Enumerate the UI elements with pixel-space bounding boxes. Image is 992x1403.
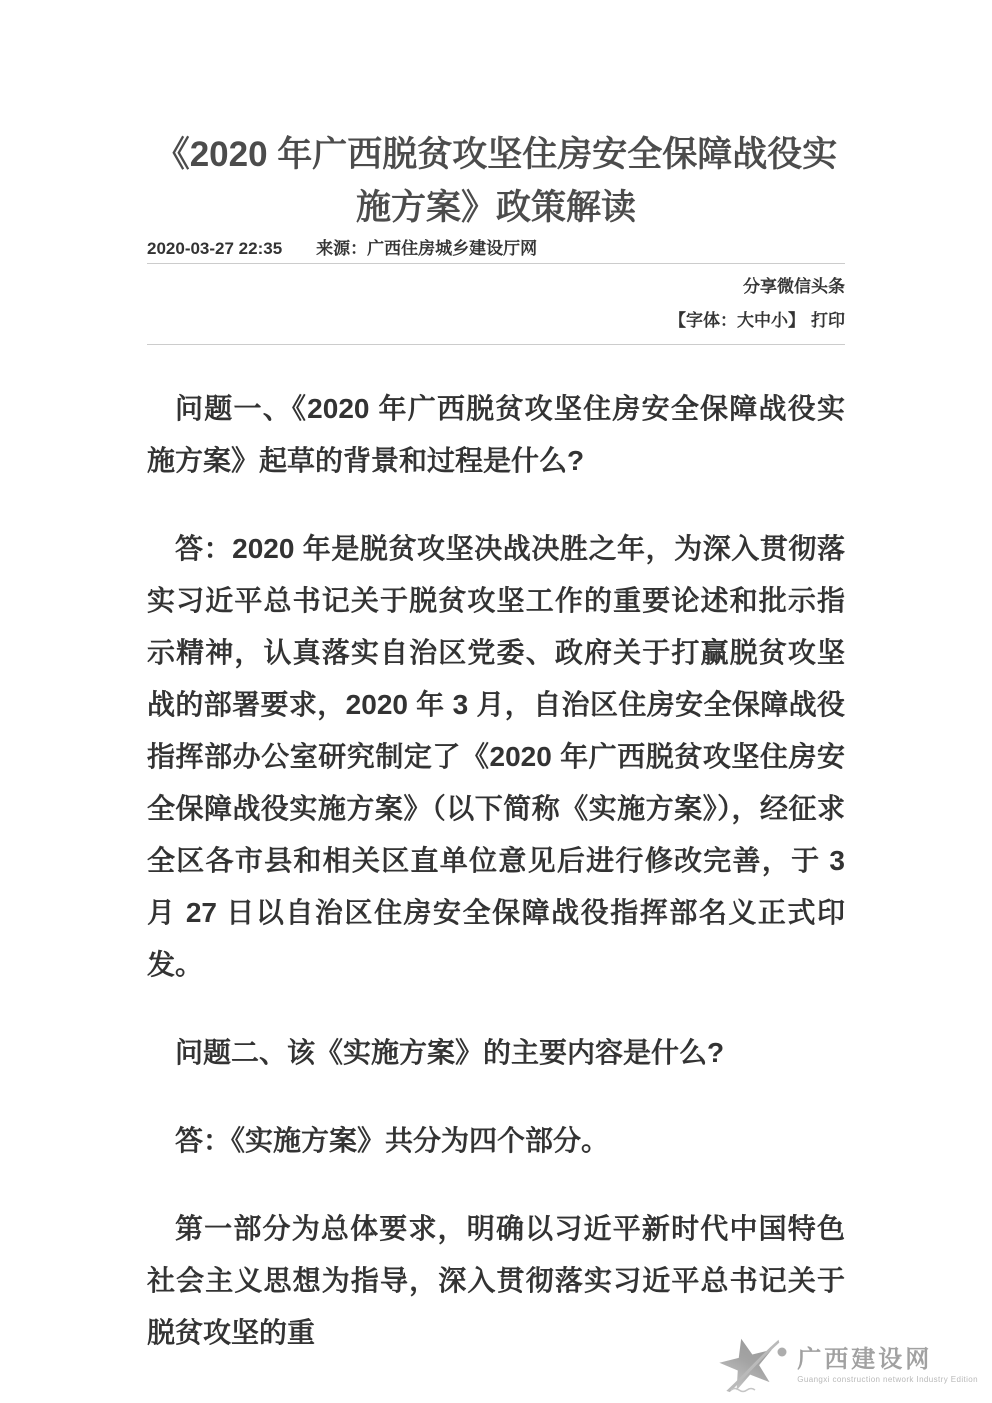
article-paragraph-answer-2: 答：《实施方案》共分为四个部分。	[175, 1125, 610, 1156]
font-size-widget	[147, 302, 845, 340]
print-button[interactable]: 打印	[811, 311, 845, 330]
article-paragraph-answer-1: 答：2020 年是脱贫攻坚决战决胜之年，为深入贯彻落实习近平总书记关于脱贫攻坚工作的重要论述和批示指示精神，认真落实自治区党委、政府关于打赢脱贫攻坚战的部署要求，2020 年 3 月，自治区住房安全保障战役指挥部办公室研究制定了《2020 年广西脱贫攻坚住房安全保障战役实施方案》（以下简称《实施方案》），经征求全区各市县和相关区直单位意见后进行修改完善，于 3 月 27 日以自治区住房安全保障战役指挥部名义正式印发。	[147, 533, 845, 980]
watermark-text	[797, 1347, 978, 1384]
font-size-medium-button[interactable]: 中	[754, 311, 771, 330]
font-size-prefix: 【字体：	[669, 311, 737, 330]
article-paragraph-part-1: 第一部分为总体要求，明确以习近平新时代中国特色社会主义思想为指导，深入贯彻落实习近平总书记关于脱贫攻坚的重	[147, 1213, 845, 1348]
page-title: 《2020 年广西脱贫攻坚住房安全保障战役实施方案》政策解读	[154, 135, 838, 227]
article-paragraph-question-2: 问题二、该《实施方案》的主要内容是什么?	[175, 1037, 725, 1068]
article-meta	[147, 239, 845, 264]
share-label: 分享	[743, 277, 777, 296]
star-icon	[715, 1335, 791, 1395]
publish-date: 2020-03-27 22:35	[147, 239, 283, 258]
article-source: 来源：广西住房城乡建设厅网	[316, 239, 538, 258]
article-paragraph-question-1: 问题一、《2020 年广西脱贫攻坚住房安全保障战役实施方案》起草的背景和过程是什么?	[147, 393, 845, 476]
toolbar-row	[147, 264, 845, 345]
site-watermark	[715, 1335, 978, 1395]
article-column	[147, 0, 845, 1395]
font-size-large-button[interactable]: 大	[737, 311, 754, 330]
share-toutiao-link[interactable]: 头条	[811, 277, 845, 296]
share-links	[147, 272, 845, 302]
font-size-suffix: 】	[788, 311, 805, 330]
article-body	[147, 383, 845, 1359]
font-size-small-button[interactable]: 小	[771, 311, 788, 330]
watermark-site-name: 广西建设网	[797, 1345, 933, 1373]
watermark-tagline: Guangxi construction network Industry Edition	[797, 1374, 978, 1384]
share-wechat-link[interactable]: 微信	[777, 277, 811, 296]
